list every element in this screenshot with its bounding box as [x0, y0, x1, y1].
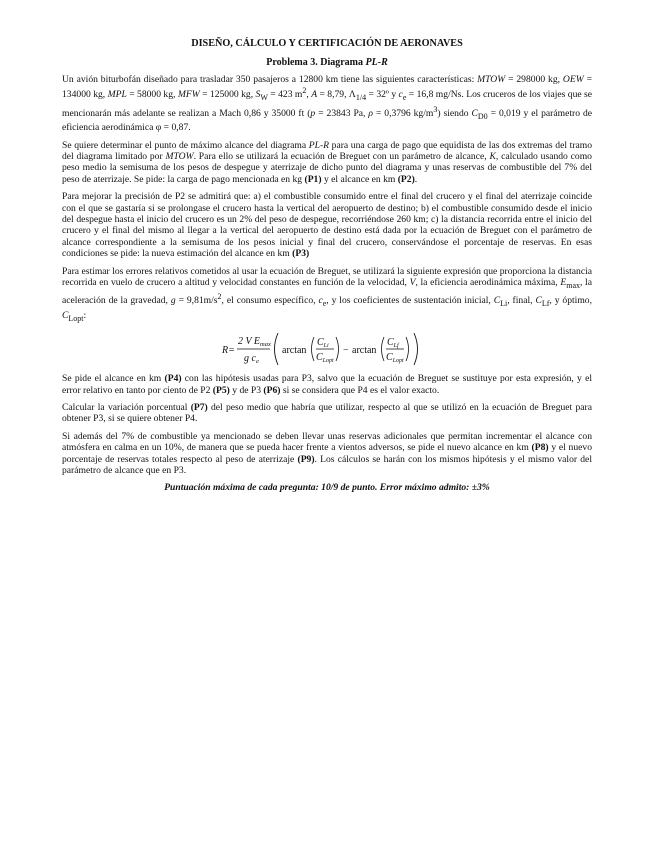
- formula-cli: C: [317, 337, 324, 349]
- formula-denominator-sub: e: [255, 358, 259, 366]
- paragraph-aircraft-data: Un avión biturbofán diseñado para trasladar 350 pasajeros a 12800 km tiene las siguientes características: MTOW = 298000 kg, OEW = 134000 kg, MPL = 58000 kg, MFW = 125000 kg, $S_W = 423$ $m^2$, A = 8,79, $\Lambda_{1/4}$ = 32º y $c_e = 16,8$ mg/Ns. Los cruceros de los viajes que se mencionarán más adelante se realizan a Mach 0,86 y 35000 ft (p = 23843 Pa, ρ = 0,3796 $kg/m^3$) siendo $C_{D0} = 0,019$ y el parámetro de eficiencia aerodinámica φ = 0,87.: [62, 73, 593, 134]
- paragraph-precision-improvements: Para mejorar la precisión de P2 se admitirá que: a) el combustible consumido entre el final del crucero y el final del aterrizaje coincide con el que se gastaría si se prolongase el crucero hasta la vertical del aeropuerto de destino; b) el combustible consumido desde el inicio del despegue hasta el inicio del crucero es un 2% del peso de despegue, recorriéndose 260 km; c) la distancia recorrida entre el inicio del crucero y el final del mismo al llegar a la vertical del aeropuerto de destino está dada por la ecuación de Breguet con el parámetro de alcance correspondiente a la semisuma de los pesos inicial y final del crucero, conservándose el porcentaje de reservas. En esas condiciones se pide: la nueva estimación del alcance en km (P3): [62, 191, 592, 260]
- problem-title: Problema 3. Diagrama PL-R: [266, 57, 388, 69]
- formula-lhs: R=: [222, 345, 235, 357]
- formula-denominator: g c: [244, 353, 256, 365]
- document-page: [62, 38, 592, 494]
- course-title: DISEÑO, CÁLCULO Y CERTIFICACIÓN DE AERONAVES: [191, 38, 463, 49]
- formula-minus: −: [343, 345, 349, 357]
- formula-clopt-2: C: [386, 352, 393, 364]
- svg-text:CLf: $C_{Lf}$: [387, 337, 399, 350]
- svg-text:CLopt: $C_{Lopt}$: [386, 352, 404, 365]
- svg-text:CLopt: $C_{Lopt}$: [316, 352, 334, 365]
- formula-clopt-1: C: [316, 352, 323, 364]
- svg-text:2 V Emax: [238, 336, 271, 348]
- paragraph-p4-p6: Se pide el alcance en km (P4) con las hipótesis usadas para P3, salvo que la ecuación de Breguet se sustituye por esta expresión, y el error relativo en tanto por ciento de P2 (P5) y de P3 (P6) si se considera que P4 es el valor exacto.: [62, 373, 592, 396]
- paragraph-p8-p9: Si además del 7% de combustible ya mencionado se deben llevar unas reservas adicionales que permitan incrementar el alcance con atmósfera en calma en un 10%, de manera que se pueda hacer frente a vientos adversos, se pide el nuevo alcance en km (P8) y el nuevo porcentaje de reservas totales respecto al peso de aterrizaje (P9). Los cálculos se harán con los mismos hipótesis y el mismo valor del parámetro de alcance que en P3.: [62, 430, 592, 477]
- formula-clf: C: [387, 337, 394, 349]
- formula-numerator: 2 V E: [238, 336, 261, 348]
- formula-arctan-1: arctan: [282, 345, 307, 357]
- formula-arctan-2: arctan: [352, 345, 377, 357]
- paragraph-max-range-point: Se quiere determinar el punto de máximo alcance del diagrama PL-R para una carga de pago que equidista de las dos extremas del tramo del diagrama limitado por MTOW. Para ello se utilizará la ecuación de Breguet con un parámetro de alcance, K, calculado usando como peso medio la semisuma de los pesos de despegue y aterrizaje de dicho punto del diagrama y unas reservas de combustible del 7% del peso de aterrizaje. Se pide: la carga de pago mencionada en kg (P1) y el alcance en km (P2).: [62, 139, 593, 185]
- paragraph-p7: Calcular la variación porcentual (P7) del peso medio que habría que utilizar, respecto al que se utilizó en la ecuación de Breguet para obtener P3, si se quiere obtener P4.: [62, 402, 592, 425]
- svg-text:CLi: $C_{Li}$: [317, 337, 329, 350]
- formula-numerator-sub: max: [260, 341, 271, 349]
- scoring-note: Puntuación máxima de cada pregunta: 10/9 de punto. Error máximo admito: ±3%: [164, 482, 490, 494]
- svg-text:g ce: [244, 353, 259, 365]
- paragraph-error-estimation: Para estimar los errores relativos cometidos al usar la ecuación de Breguet, se utilizará la siguiente expresión que proporciona la distancia recorrida en vuelo de crucero a altitud y velocidad constantes en función de la velocidad, V, la eficiencia aerodinámica máxima, $E_{max}$, la aceleración de la gravedad, $g = 9,81m/s^2$, el consumo específico, $c_e$, y los coeficientes de sustentación inicial, $C_{Li}$, final, $C_{Lf}$, y óptimo, $C_{Lopt}$:: [62, 265, 593, 323]
- range-formula: [62, 330, 592, 368]
